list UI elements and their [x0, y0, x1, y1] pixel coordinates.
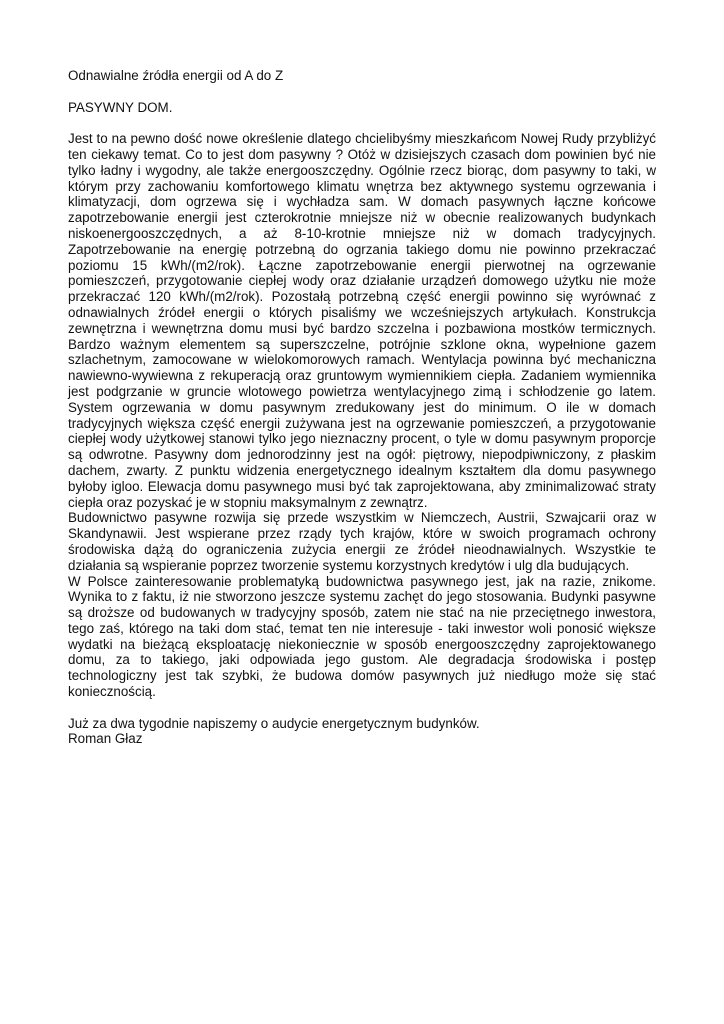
spacer: [68, 115, 656, 131]
spacer: [68, 84, 656, 100]
author-name: Roman Głaz: [68, 731, 143, 747]
paragraph-europe: Budownictwo pasywne rozwija się przede wszystkim w Niemczech, Austrii, Szwajcarii oraz w Skandynawii. Jest wspierane przez rządy tych krajów, które w swoich programach ochrony środowiska dążą do ograniczenia zużycia energii ze źródeł nieodnawialnych. Wszystkie te działania są wspieranie poprzez tworzenie systemu korzystnych kredytów i ulg dla budujących.: [68, 510, 656, 573]
section-title: PASYWNY DOM.: [68, 99, 173, 115]
document-page: [68, 68, 656, 747]
closing-note: Już za dwa tygodnie napiszemy o audycie energetycznym budynków.: [68, 715, 480, 731]
document-header: Odnawialne źródła energii od A do Z: [68, 68, 284, 83]
paragraph-poland: W Polsce zainteresowanie problematyką budownictwa pasywnego jest, jak na razie, znikome. Wynika to z faktu, iż nie stworzono jeszcze systemu zachęt do jego stosowania. Budynki pasywne są droższe od budowanych w tradycyjny sposób, zatem nie stać na nie przeciętnego inwestora, tego zaś, którego na taki dom stać, temat ten nie interesuje - taki inwestor woli ponosić większe wydatki na bieżącą eksploatację niekoniecznie w sposób energooszczędny zaprojektowanego domu, za to takiego, jaki odpowiada jego gustom. Ale degradacja środowiska i postęp technologiczny jest tak szybki, że budowa domów pasywnych już niedługo może się stać koniecznością.: [68, 573, 656, 700]
spacer: [68, 700, 656, 716]
paragraph-intro: Jest to na pewno dość nowe określenie dlatego chcielibyśmy mieszkańcom Nowej Rudy przybliżyć ten ciekawy temat. Co to jest dom pasywny ? Otóż w dzisiejszych czasach dom powinien być nie tylko ładny i wygodny, ale także energooszczędny. Ogólnie rzecz biorąc, dom pasywny to taki, w którym przy zachowaniu komfortowego klimatu wnętrza bez aktywnego systemu ogrzewania i klimatyzacji, dom ogrzewa się i wychładza sam. W domach pasywnych łączne końcowe zapotrzebowanie energii jest czterokrotnie mniejsze niż w obecnie realizowanych budynkach niskoenergooszczędnych, a aż 8-10-krotnie mniejsze niż w domach tradycyjnych. Zapotrzebowanie na energię potrzebną do ogrzania takiego domu nie powinno przekraczać poziomu 15 kWh/(m2/rok). Łączne zapotrzebowanie energii pierwotnej na ogrzewanie pomieszczeń, przygotowanie ciepłej wody oraz działanie urządzeń domowego użytku nie może przekraczać 120 kWh/(m2/rok). Pozostałą potrzebną część energii powinno się wyrównać z odnawialnych źródeł energii o których pisaliśmy we wcześniejszych artykułach. Konstrukcja zewnętrzna i wewnętrzna domu musi być bardzo szczelna i pozbawiona mostków termicznych. Bardzo ważnym elementem są superszczelne, potrójnie szklone okna, wypełnione gazem szlachetnym, zamocowane w wielokomorowych ramach. Wentylacja powinna być mechaniczna nawiewno-wywiewna z rekuperacją oraz gruntowym wymiennikiem ciepła. Zadaniem wymiennika jest podgrzanie w gruncie wlotowego powietrza wentylacyjnego zimą i schłodzenie go latem. System ogrzewania w domu pasywnym zredukowany jest do minimum. O ile w domach tradycyjnych większa część energii zużywana jest na ogrzewanie pomieszczeń, a przygotowanie ciepłej wody użytkowej stanowi tylko jego nieznaczny procent, o tyle w domu pasywnym proporcje są odwrotne. Pasywny dom jednorodzinny jest na ogół: piętrowy, niepodpiwniczony, z płaskim dachem, zwarty. Z punktu widzenia energetycznego idealnym kształtem dla domu pasywnego byłoby igloo. Elewacja domu pasywnego musi być tak zaprojektowana, aby zminimalizować straty ciepła oraz pozyskać je w stopniu maksymalnym z zewnątrz.: [68, 131, 656, 510]
